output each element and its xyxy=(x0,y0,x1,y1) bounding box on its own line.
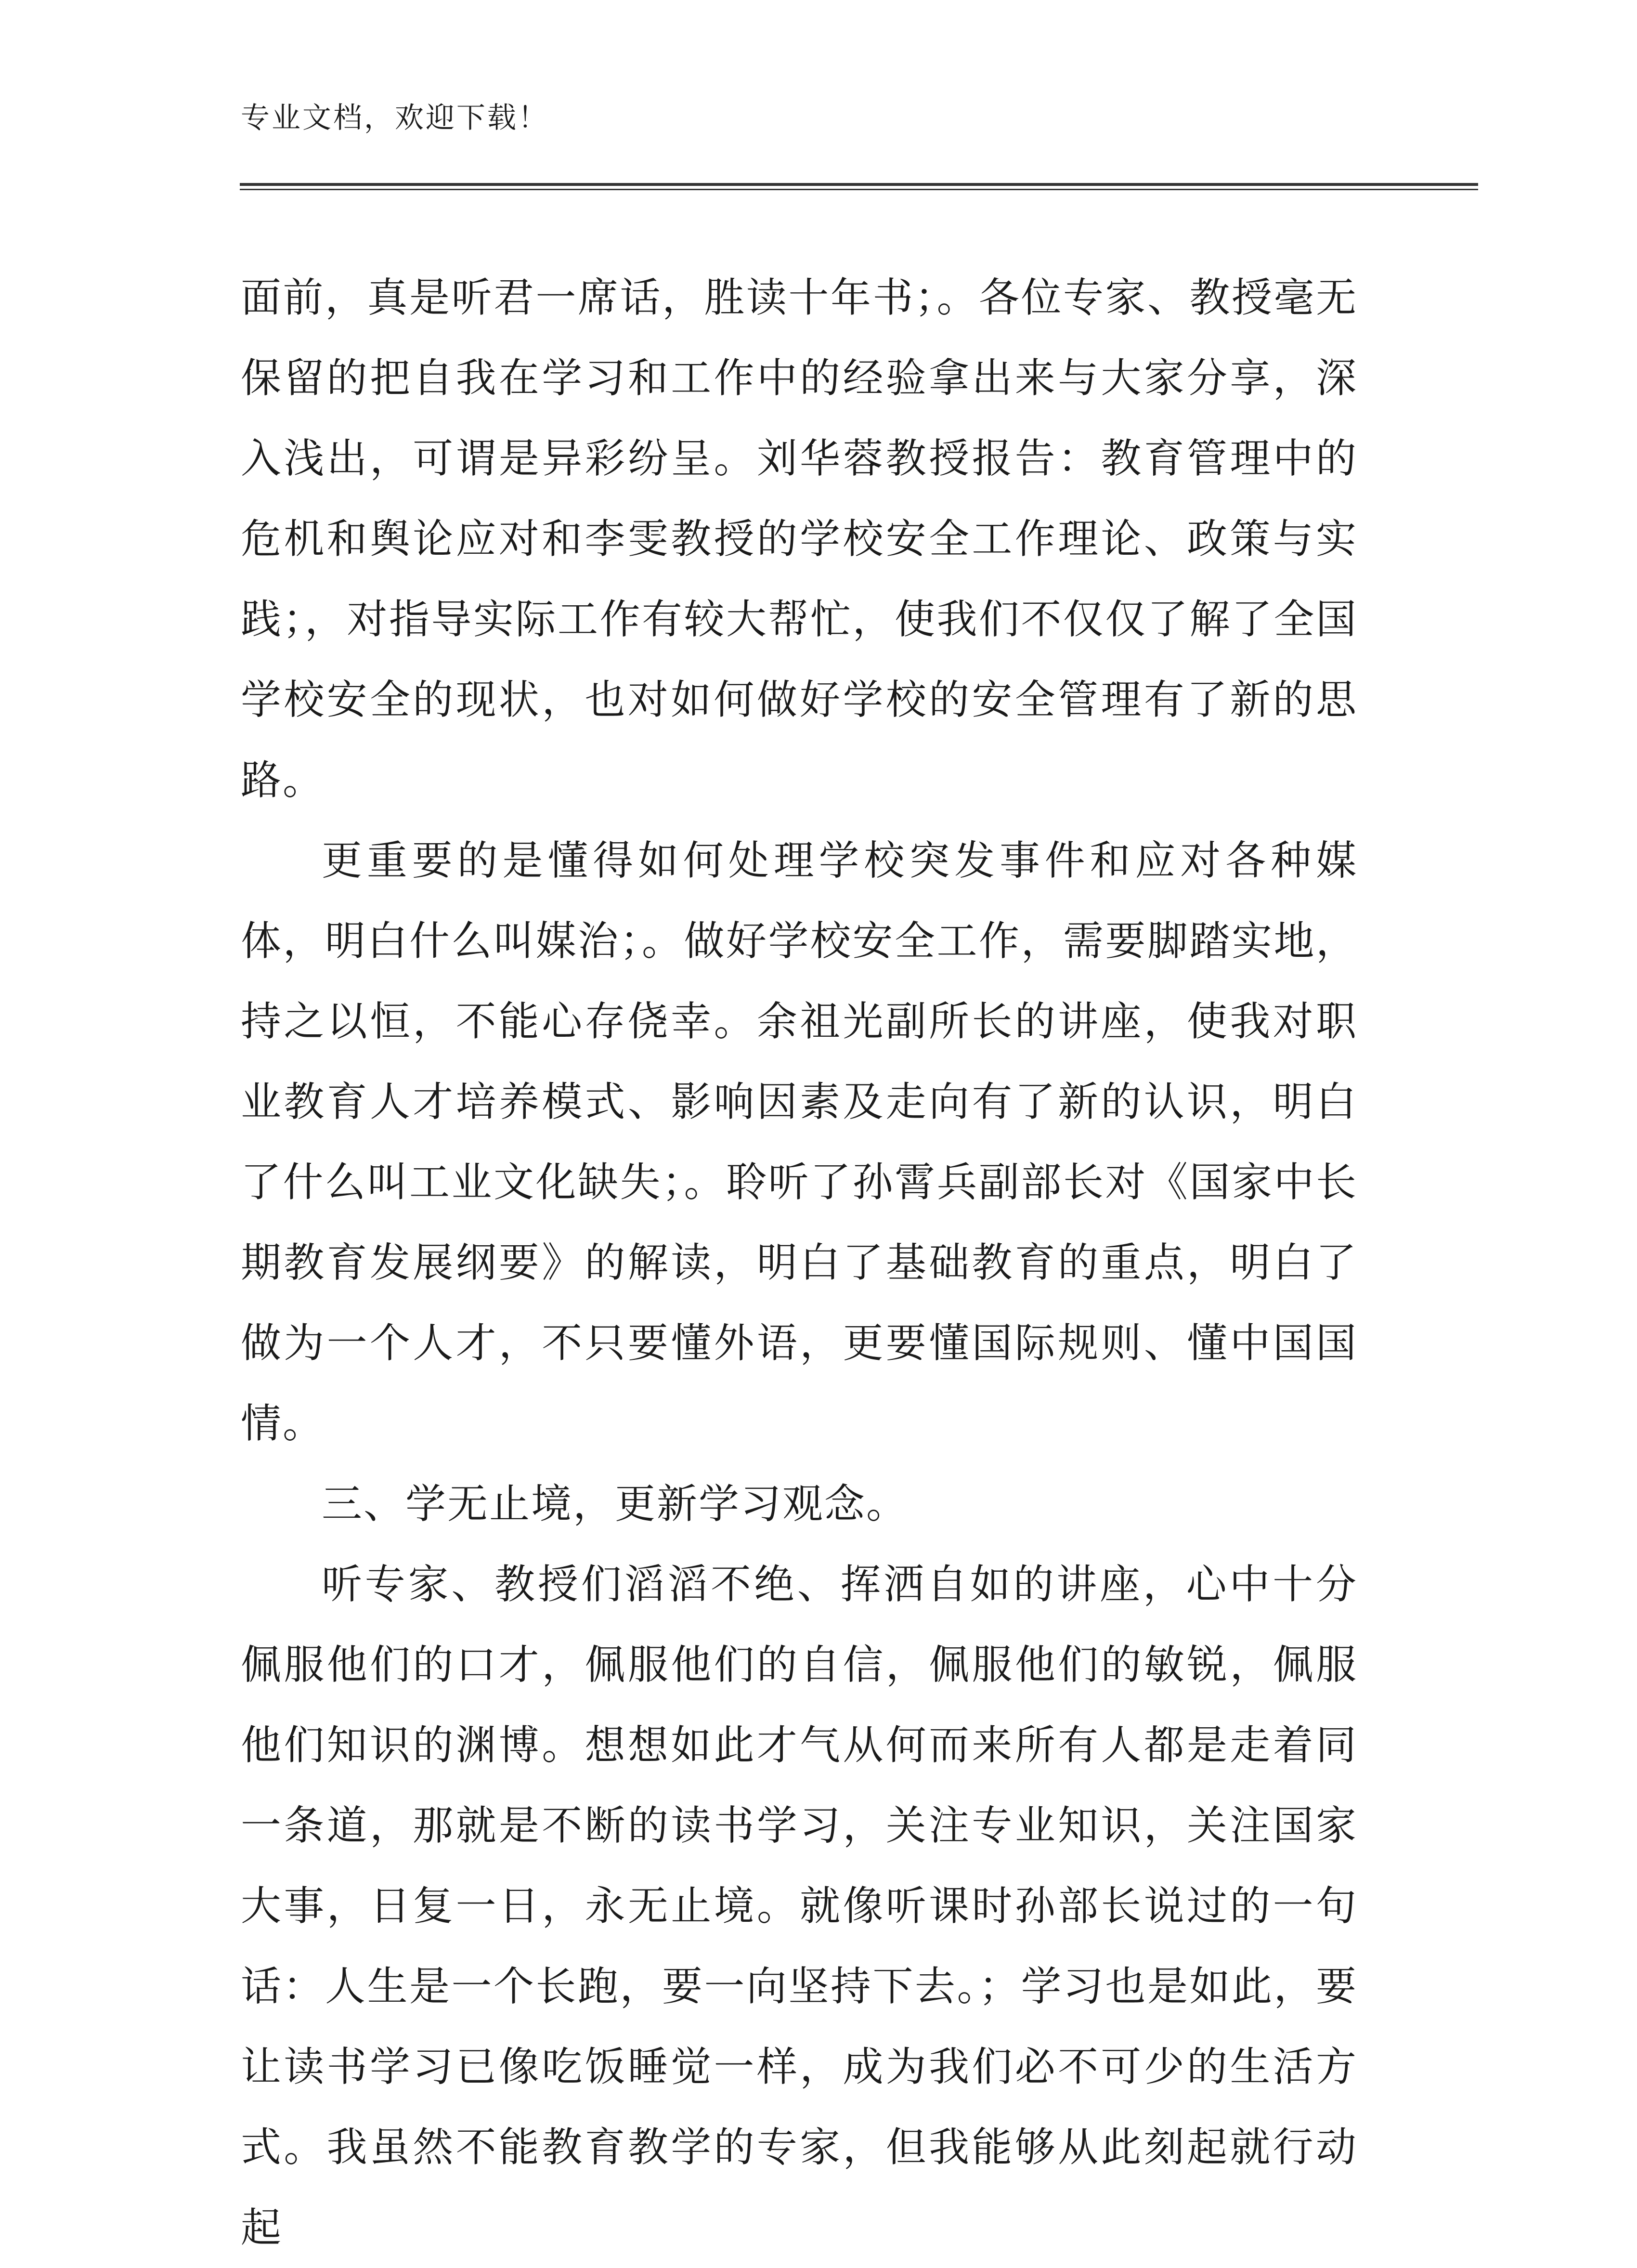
header-rule-thick xyxy=(240,183,1478,186)
document-body xyxy=(241,258,1358,2268)
header-rule-thin xyxy=(240,189,1478,190)
paragraph-4: 听专家、教授们滔滔不绝、挥洒自如的讲座，心中十分佩服他们的口才，佩服他们的自信，佩服他们的敏锐，佩服他们知识的渊博。想想如此才气从何而来所有人都是走着同一条道，那就是不断的读书学习，关注专业知识，关注国家大事，日复一日，永无止境。就像听课时孙部长说过的一句话：人生是一个长跑，要一向坚持下去。；学习也是如此，要让读书学习已像吃饭睡觉一样，成为我们必不可少的生活方式。我虽然不能教育教学的专家，但我能够从此刻起就行动起 xyxy=(241,1561,1358,2251)
document-header: 专业文档，欢迎下载！ xyxy=(241,101,549,135)
paragraph-1: 面前，真是听君一席话，胜读十年书；。各位专家、教授毫无保留的把自我在学习和工作中的经验拿出来与大家分享，深入浅出，可谓是异彩纷呈。刘华蓉教授报告：教育管理中的危机和舆论应对和李雯教授的学校安全工作理论、政策与实践；，对指导实际工作有较大帮忙，使我们不仅仅了解了全国学校安全的现状，也对如何做好学校的安全管理有了新的思路。 xyxy=(241,274,1358,804)
paragraph-2: 更重要的是懂得如何处理学校突发事件和应对各种媒体，明白什么叫媒治；。做好学校安全工作，需要脚踏实地，持之以恒，不能心存侥幸。余祖光副所长的讲座，使我对职业教育人才培养模式、影响因素及走向有了新的认识，明白了什么叫工业文化缺失；。聆听了孙霄兵副部长对《国家中长期教育发展纲要》的解读，明白了基础教育的重点，明白了做为一个人才，不只要懂外语，更要懂国际规则、懂中国国情。 xyxy=(241,837,1358,1447)
section-heading-3: 三、学无止境，更新学习观念。 xyxy=(322,1480,909,1527)
